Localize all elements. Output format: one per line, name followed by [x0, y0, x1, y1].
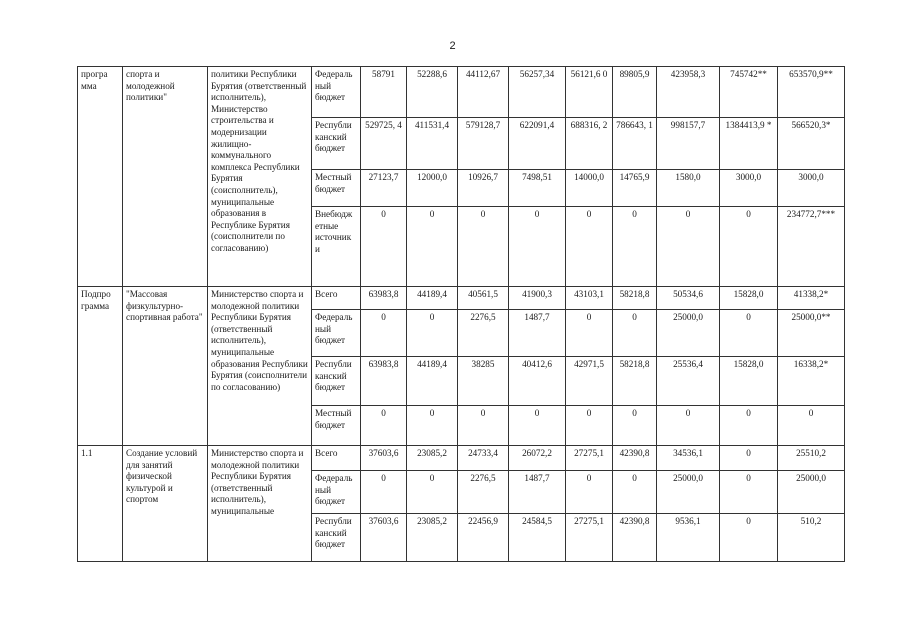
budget-value-cell: 688316, 2 [566, 118, 613, 170]
funding-source: Местный бюджет [312, 170, 361, 207]
budget-value-cell: 58791 [361, 67, 407, 118]
budget-value-cell: 63983,8 [361, 287, 407, 310]
budget-value-cell: 653570,9** [778, 67, 845, 118]
budget-value-cell: 0 [720, 310, 778, 357]
budget-value-cell: 25510,2 [778, 446, 845, 471]
budget-value-cell: 14000,0 [566, 170, 613, 207]
budget-value-cell: 1580,0 [657, 170, 720, 207]
budget-value-cell: 22456,9 [458, 514, 509, 562]
budget-value-cell: 0 [720, 471, 778, 514]
funding-source: Республи канский бюджет [312, 118, 361, 170]
budget-value-cell: 25000,0** [778, 310, 845, 357]
funding-source: Федераль ный бюджет [312, 310, 361, 357]
budget-value-cell: 0 [613, 471, 657, 514]
table-row [78, 67, 845, 118]
budget-value-cell: 89805,9 [613, 67, 657, 118]
budget-value-cell: 37603,6 [361, 514, 407, 562]
budget-value-cell: 1487,7 [509, 471, 566, 514]
budget-value-cell: 41900,3 [509, 287, 566, 310]
budget-value-cell: 0 [566, 471, 613, 514]
budget-value-cell: 43103,1 [566, 287, 613, 310]
budget-value-cell: 998157,7 [657, 118, 720, 170]
budget-value-cell: 44189,4 [407, 287, 458, 310]
budget-value-cell: 42390,8 [613, 446, 657, 471]
table-row [78, 446, 845, 471]
section-name: Создание условий для занятий физической культурой и спортом [123, 446, 208, 562]
funding-source: Республи канский бюджет [312, 514, 361, 562]
budget-value-cell: 0 [566, 406, 613, 446]
funding-source: Федераль ный бюджет [312, 67, 361, 118]
budget-value-cell: 0 [407, 471, 458, 514]
funding-source: Внебюдж етные источник и [312, 207, 361, 287]
budget-value-cell: 14765,9 [613, 170, 657, 207]
section-code: програ мма [78, 67, 123, 287]
budget-value-cell: 0 [361, 207, 407, 287]
section-name: спорта и молодежной политики" [123, 67, 208, 287]
budget-value-cell: 0 [566, 310, 613, 357]
budget-value-cell: 1487,7 [509, 310, 566, 357]
budget-value-cell: 0 [407, 207, 458, 287]
budget-value-cell: 38285 [458, 357, 509, 406]
budget-table [77, 66, 845, 562]
budget-value-cell: 25536,4 [657, 357, 720, 406]
budget-value-cell: 23085,2 [407, 514, 458, 562]
budget-value-cell: 2276,5 [458, 310, 509, 357]
budget-value-cell: 0 [657, 207, 720, 287]
table-body [78, 67, 845, 562]
budget-value-cell: 56121,6 0 [566, 67, 613, 118]
budget-value-cell: 622091,4 [509, 118, 566, 170]
budget-value-cell: 423958,3 [657, 67, 720, 118]
budget-value-cell: 2276,5 [458, 471, 509, 514]
budget-value-cell: 579128,7 [458, 118, 509, 170]
budget-value-cell: 58218,8 [613, 357, 657, 406]
budget-value-cell: 0 [720, 406, 778, 446]
funding-source: Местный бюджет [312, 406, 361, 446]
budget-value-cell: 510,2 [778, 514, 845, 562]
budget-value-cell: 0 [407, 406, 458, 446]
section-code: Подпро грамма [78, 287, 123, 446]
page-number: 2 [449, 40, 456, 52]
budget-value-cell: 44189,4 [407, 357, 458, 406]
budget-value-cell: 42971,5 [566, 357, 613, 406]
budget-value-cell: 58218,8 [613, 287, 657, 310]
budget-value-cell: 745742** [720, 67, 778, 118]
budget-value-cell: 0 [778, 406, 845, 446]
budget-value-cell: 0 [566, 207, 613, 287]
section-executors: Министерство спорта и молодежной политики Республики Бурятия (ответственный исполнитель), муниципальные [208, 446, 312, 562]
budget-value-cell: 0 [509, 207, 566, 287]
budget-value-cell: 56257,34 [509, 67, 566, 118]
budget-value-cell: 234772,7*** [778, 207, 845, 287]
budget-value-cell: 0 [361, 471, 407, 514]
budget-value-cell: 37603,6 [361, 446, 407, 471]
budget-value-cell: 0 [458, 207, 509, 287]
budget-value-cell: 12000,0 [407, 170, 458, 207]
budget-value-cell: 10926,7 [458, 170, 509, 207]
budget-value-cell: 411531,4 [407, 118, 458, 170]
budget-value-cell: 50534,6 [657, 287, 720, 310]
budget-value-cell: 42390,8 [613, 514, 657, 562]
funding-source: Всего [312, 287, 361, 310]
section-name: "Массовая физкультурно-спортивная работа" [123, 287, 208, 446]
budget-value-cell: 44112,67 [458, 67, 509, 118]
budget-value-cell: 0 [361, 406, 407, 446]
budget-value-cell: 3000,0 [720, 170, 778, 207]
budget-value-cell: 15828,0 [720, 357, 778, 406]
budget-value-cell: 40412,6 [509, 357, 566, 406]
budget-value-cell: 0 [720, 514, 778, 562]
budget-value-cell: 0 [613, 310, 657, 357]
budget-value-cell: 0 [720, 446, 778, 471]
budget-value-cell: 27123,7 [361, 170, 407, 207]
budget-value-cell: 16338,2* [778, 357, 845, 406]
section-code: 1.1 [78, 446, 123, 562]
budget-value-cell: 1384413,9 * [720, 118, 778, 170]
budget-value-cell: 0 [657, 406, 720, 446]
budget-value-cell: 27275,1 [566, 446, 613, 471]
budget-value-cell: 566520,3* [778, 118, 845, 170]
budget-value-cell: 25000,0 [657, 310, 720, 357]
section-executors: Министерство спорта и молодежной политики Республики Бурятия (ответственный исполнитель), муниципальные образования Республики Бурятия (соисполнители по согласованию) [208, 287, 312, 446]
budget-value-cell: 0 [361, 310, 407, 357]
section-executors: политики Республики Бурятия (ответственный исполнитель), Министерство строительства и модернизации жилищно-коммунального комплекса Республики Бурятия (соисполнитель), муниципальные образования в Республике Бурятия (соисполнители по согласованию) [208, 67, 312, 287]
budget-value-cell: 0 [458, 406, 509, 446]
budget-value-cell: 24584,5 [509, 514, 566, 562]
budget-value-cell: 25000,0 [657, 471, 720, 514]
funding-source: Всего [312, 446, 361, 471]
budget-value-cell: 63983,8 [361, 357, 407, 406]
budget-value-cell: 40561,5 [458, 287, 509, 310]
budget-value-cell: 0 [720, 207, 778, 287]
budget-value-cell: 24733,4 [458, 446, 509, 471]
budget-value-cell: 0 [613, 207, 657, 287]
budget-value-cell: 15828,0 [720, 287, 778, 310]
budget-value-cell: 0 [613, 406, 657, 446]
budget-value-cell: 26072,2 [509, 446, 566, 471]
budget-value-cell: 34536,1 [657, 446, 720, 471]
budget-value-cell: 0 [407, 310, 458, 357]
funding-source: Федераль ный бюджет [312, 471, 361, 514]
budget-value-cell: 23085,2 [407, 446, 458, 471]
budget-value-cell: 25000,0 [778, 471, 845, 514]
budget-value-cell: 27275,1 [566, 514, 613, 562]
budget-value-cell: 0 [509, 406, 566, 446]
budget-value-cell: 7498,51 [509, 170, 566, 207]
budget-value-cell: 9536,1 [657, 514, 720, 562]
budget-value-cell: 3000,0 [778, 170, 845, 207]
budget-value-cell: 786643, 1 [613, 118, 657, 170]
budget-value-cell: 529725, 4 [361, 118, 407, 170]
budget-value-cell: 41338,2* [778, 287, 845, 310]
budget-value-cell: 52288,6 [407, 67, 458, 118]
table-row [78, 287, 845, 310]
funding-source: Республи канский бюджет [312, 357, 361, 406]
